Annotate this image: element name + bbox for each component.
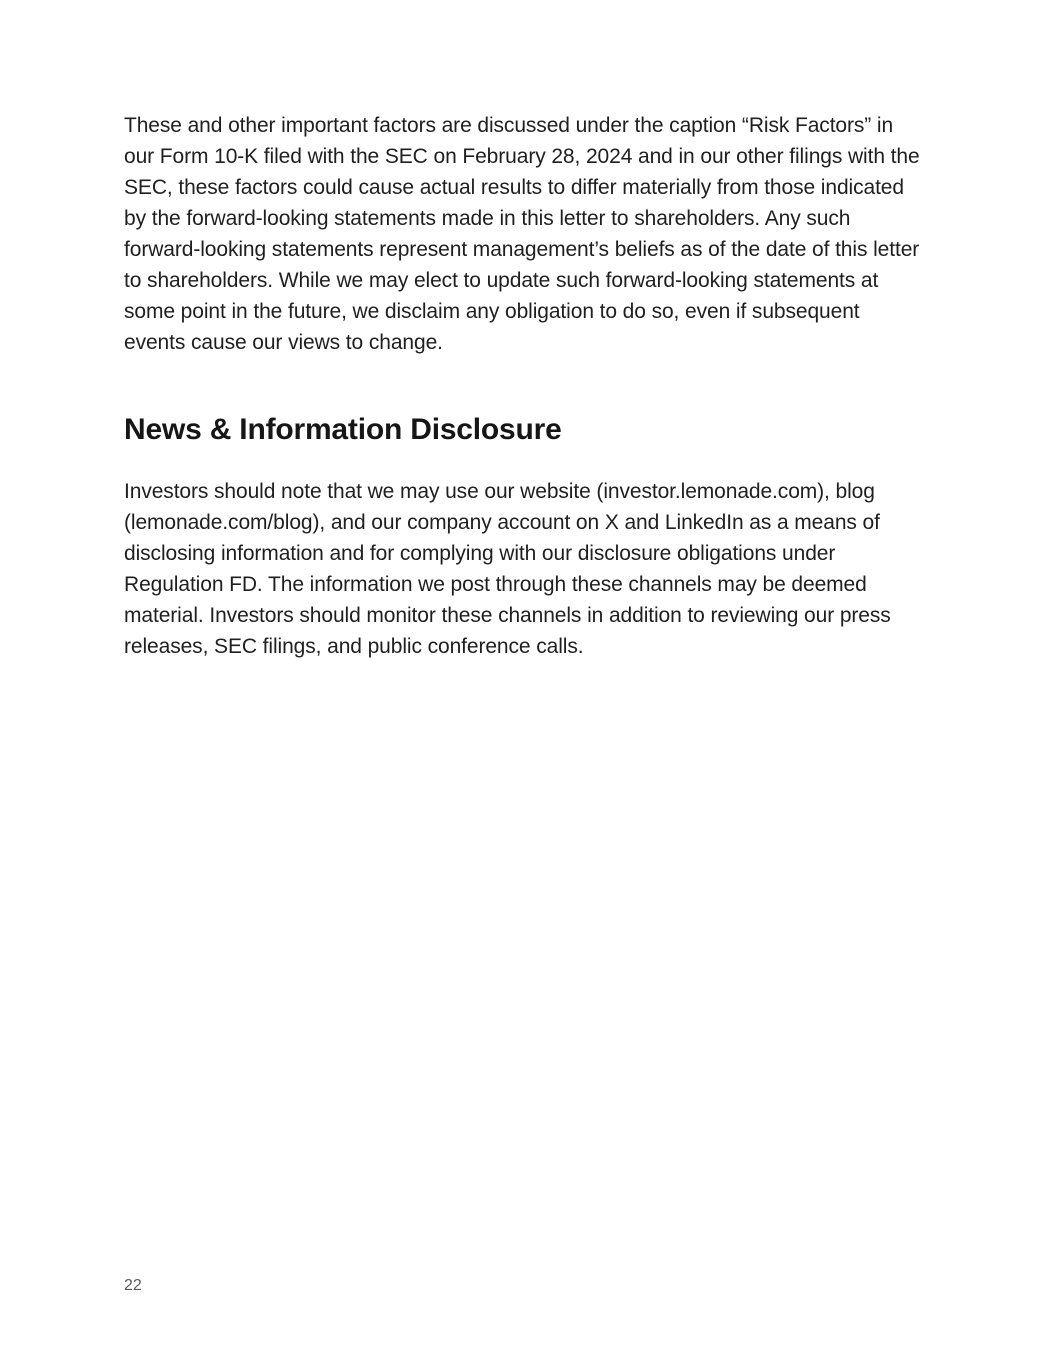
forward-looking-paragraph: These and other important factors are discussed under the caption “Risk Factors” in our Form 10-K filed with the SEC on February 28, 2024 and in our other filings with the SEC, these factors could cause actual results to differ materially from those indicated by the forward-looking statements made in this letter to shareholders. Any such forward-looking statements represent management’s beliefs as of the date of this letter to shareholders. While we may elect to update such forward-looking statements at some point in the future, we disclaim any obligation to do so, even if subsequent events cause our views to change.	[124, 114, 920, 354]
page-content	[124, 110, 920, 662]
section-heading-news-information-disclosure: News & Information Disclosure	[124, 413, 562, 446]
page-number: 22	[124, 1277, 142, 1294]
news-disclosure-paragraph: Investors should note that we may use our website (investor.lemonade.com), blog (lemonade.com/blog), and our company account on X and LinkedIn as a means of disclosing information and for complying with our disclosure obligations under Regulation FD. The information we post through these channels may be deemed material. Investors should monitor these channels in addition to reviewing our press releases, SEC filings, and public conference calls.	[124, 480, 891, 658]
